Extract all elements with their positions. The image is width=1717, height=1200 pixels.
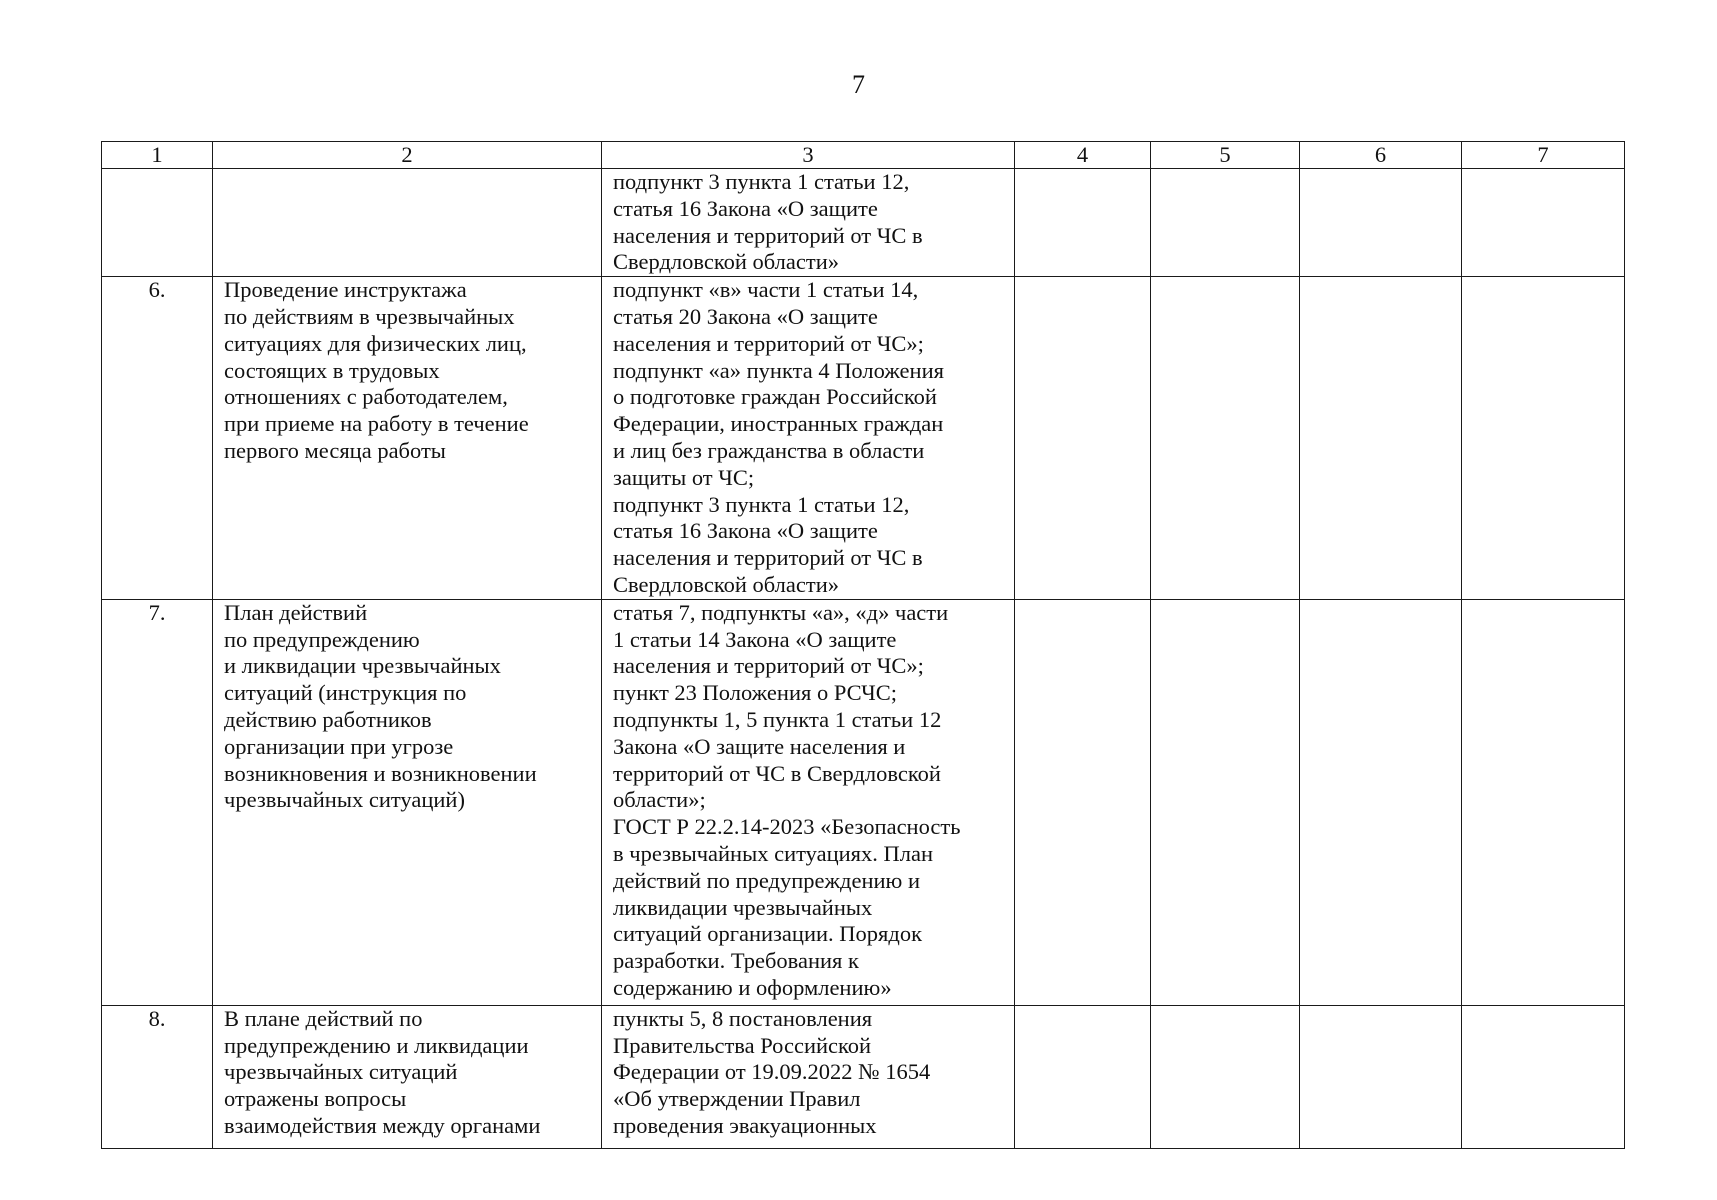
row-col-4 [1015, 169, 1151, 277]
row-item [213, 1005, 602, 1148]
row-number: 8. [102, 1005, 213, 1148]
row-col-6 [1300, 277, 1462, 600]
row-col-4 [1015, 599, 1151, 1005]
row-item-text: В плане действий по предупреждению и ликвидации чрезвычайных ситуаций отражены вопросы взаимодействия между органами [224, 1005, 541, 1138]
row-col-4 [1015, 277, 1151, 600]
row-number: 6. [102, 277, 213, 600]
header-col-3: 3 [602, 142, 1015, 169]
header-col-4: 4 [1015, 142, 1151, 169]
row-basis-text: статья 7, подпункты «а», «д» части 1 статьи 14 Закона «О защите населения и территорий от ЧС»; пункт 23 Положения о РСЧС; подпункты 1, 5 пункта 1 статьи 12 Закона «О защите населения и территорий от ЧС в Свердловской области»; ГОСТ Р 22.2.14-2023 «Безопасность в чрезвычайных ситуациях. План действий по предупреждению и ликвидации чрезвычайных ситуаций организации. Порядок разработки. Требования к содержанию и оформлению» [613, 599, 961, 1000]
header-col-5: 5 [1151, 142, 1300, 169]
table-body [102, 169, 1625, 1149]
requirements-table [101, 141, 1625, 1149]
row-col-7 [1462, 169, 1625, 277]
row-basis-text: подпункт «в» части 1 статьи 14, статья 20 Закона «О защите населения и территорий от ЧС»; подпункт «а» пункта 4 Положения о подготовке граждан Российской Федерации, иностранных граждан и лиц без гражданства в области защиты от ЧС; подпункт 3 пункта 1 статьи 12, статья 16 Закона «О защите населения и территорий от ЧС в Свердловской области» [613, 277, 944, 597]
row-basis [602, 1005, 1015, 1148]
row-col-7 [1462, 1005, 1625, 1148]
row-item [213, 169, 602, 277]
header-col-6: 6 [1300, 142, 1462, 169]
table-row [102, 1005, 1625, 1148]
row-col-5 [1151, 277, 1300, 600]
row-number: 7. [102, 599, 213, 1005]
row-col-5 [1151, 169, 1300, 277]
row-item [213, 277, 602, 600]
row-basis [602, 599, 1015, 1005]
header-col-2: 2 [213, 142, 602, 169]
row-col-7 [1462, 599, 1625, 1005]
header-col-7: 7 [1462, 142, 1625, 169]
row-item [213, 599, 602, 1005]
row-col-6 [1300, 169, 1462, 277]
row-col-6 [1300, 599, 1462, 1005]
row-number [102, 169, 213, 277]
header-col-1: 1 [102, 142, 213, 169]
row-col-7 [1462, 277, 1625, 600]
row-col-6 [1300, 1005, 1462, 1148]
row-basis-text: пункты 5, 8 постановления Правительства Российской Федерации от 19.09.2022 № 1654 «Об утверждении Правил проведения эвакуационных [613, 1005, 931, 1138]
row-basis [602, 169, 1015, 277]
table-header-row [102, 142, 1625, 169]
table-row [102, 599, 1625, 1005]
row-col-5 [1151, 599, 1300, 1005]
table-header [102, 142, 1625, 169]
row-basis [602, 277, 1015, 600]
row-item-text: План действий по предупреждению и ликвидации чрезвычайных ситуаций (инструкция по действию работников организации при угрозе возникновения и возникновении чрезвычайных ситуаций) [224, 599, 537, 813]
row-item-text: Проведение инструктажа по действиям в чрезвычайных ситуациях для физических лиц, состоящих в трудовых отношениях с работодателем, при приеме на работу в течение первого месяца работы [224, 277, 529, 463]
page-number: 7 [852, 70, 865, 99]
row-col-4 [1015, 1005, 1151, 1148]
table-row [102, 169, 1625, 277]
table-row [102, 277, 1625, 600]
row-col-5 [1151, 1005, 1300, 1148]
row-basis-text: подпункт 3 пункта 1 статьи 12, статья 16 Закона «О защите населения и территорий от ЧС в Свердловской области» [613, 169, 923, 275]
